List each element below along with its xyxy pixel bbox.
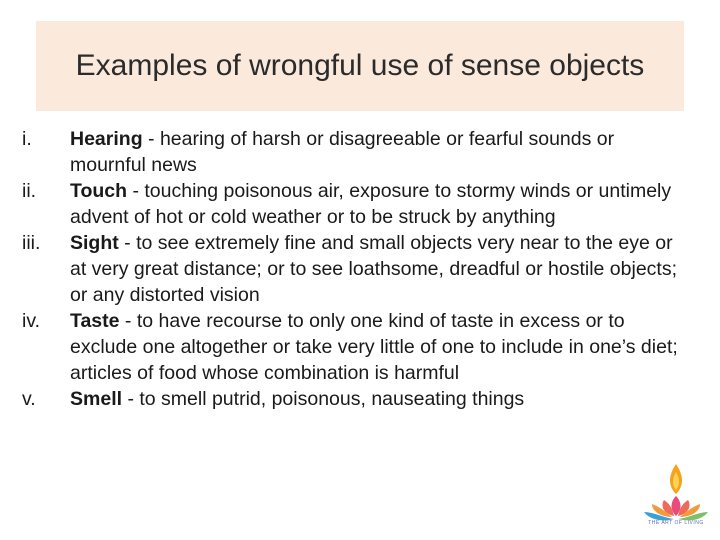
slide-title: Examples of wrongful use of sense objects: [75, 49, 645, 82]
item-term: Taste: [70, 310, 120, 332]
list-item: [22, 230, 686, 308]
logo-caption: THE ART OF LIVING: [648, 520, 704, 526]
item-term: Touch: [70, 180, 128, 202]
item-term: Smell: [70, 388, 123, 410]
item-text: - to smell putrid, poisonous, nauseating things: [122, 388, 525, 410]
list-item: [22, 178, 686, 230]
item-text: - touching poisonous air, exposure to stormy winds or untimely advent of hot or cold weather or to be struck by anything: [70, 180, 672, 228]
item-term: Hearing: [70, 128, 143, 150]
item-number: v.: [22, 388, 36, 410]
item-number: i.: [22, 128, 32, 150]
list-item: [22, 126, 686, 178]
item-number: iv.: [22, 310, 41, 332]
list-item: [22, 386, 686, 412]
lamp-lotus-logo-icon: [640, 462, 712, 534]
item-text: - to see extremely fine and small objects very near to the eye or at very great distance; or to see loathsome, dreadful or hostile objects; or any distorted vision: [70, 232, 677, 306]
item-term: Sight: [70, 232, 119, 254]
sense-objects-list: [22, 126, 686, 412]
list-item: [22, 308, 686, 386]
item-text: - hearing of harsh or disagreeable or fearful sounds or mournful news: [70, 128, 615, 176]
item-text: - to have recourse to only one kind of taste in excess or to exclude one altogether or take very little of one to include in one’s diet; articles of food whose combination is harmful: [70, 310, 678, 384]
item-number: iii.: [22, 232, 41, 254]
title-banner: [36, 21, 684, 111]
item-number: ii.: [22, 180, 37, 202]
